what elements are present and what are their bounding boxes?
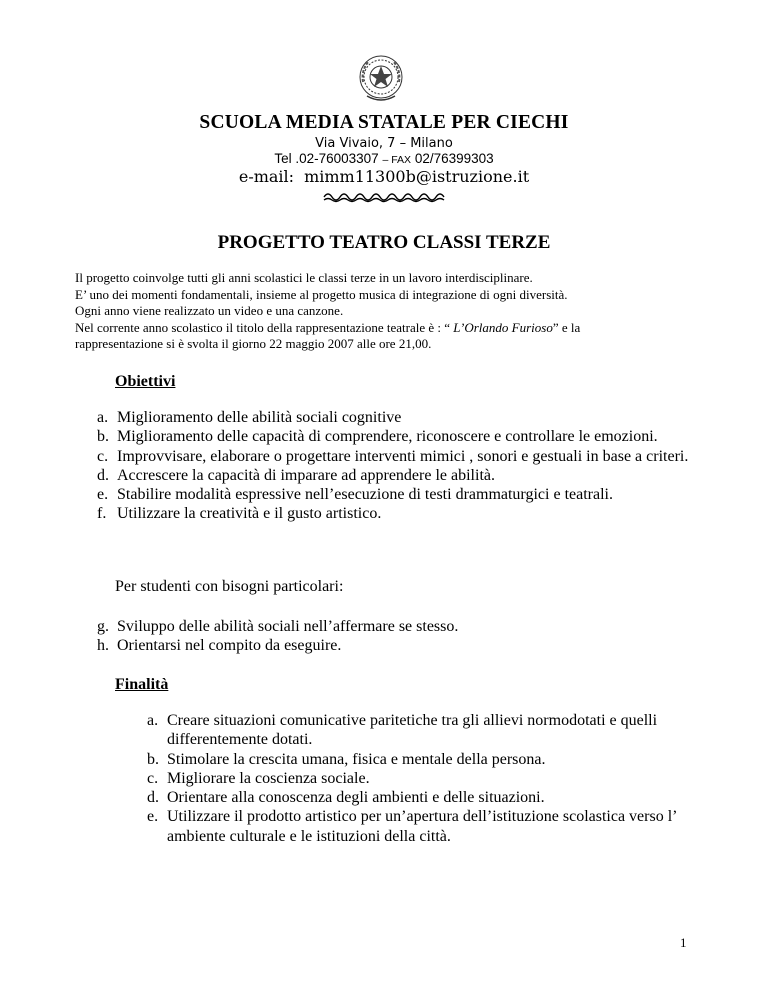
page-number: 1 — [680, 935, 687, 950]
goals-list — [147, 711, 707, 846]
list-item: a. Miglioramento delle abilità sociali cognitive — [97, 409, 402, 426]
list-item: f. Utilizzare la creatività e il gusto artistico. — [97, 505, 382, 523]
intro-line: E’ uno dei momenti fondamentali, insieme al progetto musica di integrazione di ogni diversità. — [75, 286, 568, 302]
list-item: c. Improvvisare, elaborare o progettare interventi mimici , sonori e gestuali in base a criteri. — [97, 447, 689, 465]
list-item: h. Orientarsi nel compito da eseguire. — [97, 637, 342, 655]
intro-line: Ogni anno viene realizzato un video e una canzone. — [75, 303, 344, 318]
fax-label: – FAX — [382, 154, 412, 166]
decorative-divider-icon — [0, 191, 768, 203]
italian-republic-emblem-icon — [355, 52, 407, 104]
play-title: L’Orlando Furioso — [453, 319, 553, 335]
email-address: mimm11300b@istruzione.it — [304, 167, 530, 186]
goals-heading: Finalità — [115, 676, 169, 693]
special-needs-note: Per studenti con bisogni particolari: — [115, 578, 344, 595]
list-item: e. Utilizzare il prodotto artistico per un’apertura dell’istituzione scolastica verso l’ ambiente culturale e le istituzioni della città. — [147, 808, 677, 845]
list-item: b. Stimolare la crescita umana, fisica e mentale della persona. — [147, 750, 546, 768]
email-label: e-mail: — [238, 167, 295, 186]
school-name: SCUOLA MEDIA STATALE PER CIECHI — [199, 112, 569, 133]
intro-paragraph — [75, 270, 715, 353]
objectives-list — [97, 408, 697, 524]
objectives-heading: Obiettivi — [115, 373, 176, 390]
list-item: d. Accrescere la capacità di imparare ad apprendere le abilità. — [97, 466, 495, 484]
list-item: a. Creare situazioni comunicative paritetiche tra gli allievi normodotati e quelli differentemente dotati. — [147, 712, 658, 749]
list-item: g. Sviluppo delle abilità sociali nell’affermare se stesso. — [97, 618, 459, 635]
fax-number: 02/76399303 — [414, 151, 494, 166]
special-needs-list — [97, 617, 697, 656]
intro-line: Nel corrente anno scolastico il titolo della rappresentazione teatrale è : “ L’Orlando Furioso” e la — [75, 319, 581, 335]
school-email — [0, 167, 768, 186]
list-item: b. Miglioramento delle capacità di comprendere, riconoscere e controllare le emozioni. — [97, 428, 658, 446]
intro-line: Il progetto coinvolge tutti gli anni scolastici le classi terze in un lavoro interdisciplinare. — [75, 270, 533, 285]
tel-number: Tel .02-76003307 — [274, 151, 379, 166]
intro-line: rappresentazione si è svolta il giorno 22 maggio 2007 alle ore 21,00. — [75, 336, 432, 351]
page-title: PROGETTO TEATRO CLASSI TERZE — [217, 232, 551, 253]
list-item: e. Stabilire modalità espressive nell’esecuzione di testi drammaturgici e teatrali. — [97, 486, 613, 504]
list-item: c. Migliorare la coscienza sociale. — [147, 769, 370, 787]
school-address: Via Vivaio, 7 – Milano — [315, 136, 453, 151]
school-phone-fax — [0, 151, 768, 166]
list-item: d. Orientare alla conoscenza degli ambienti e delle situazioni. — [147, 789, 545, 807]
